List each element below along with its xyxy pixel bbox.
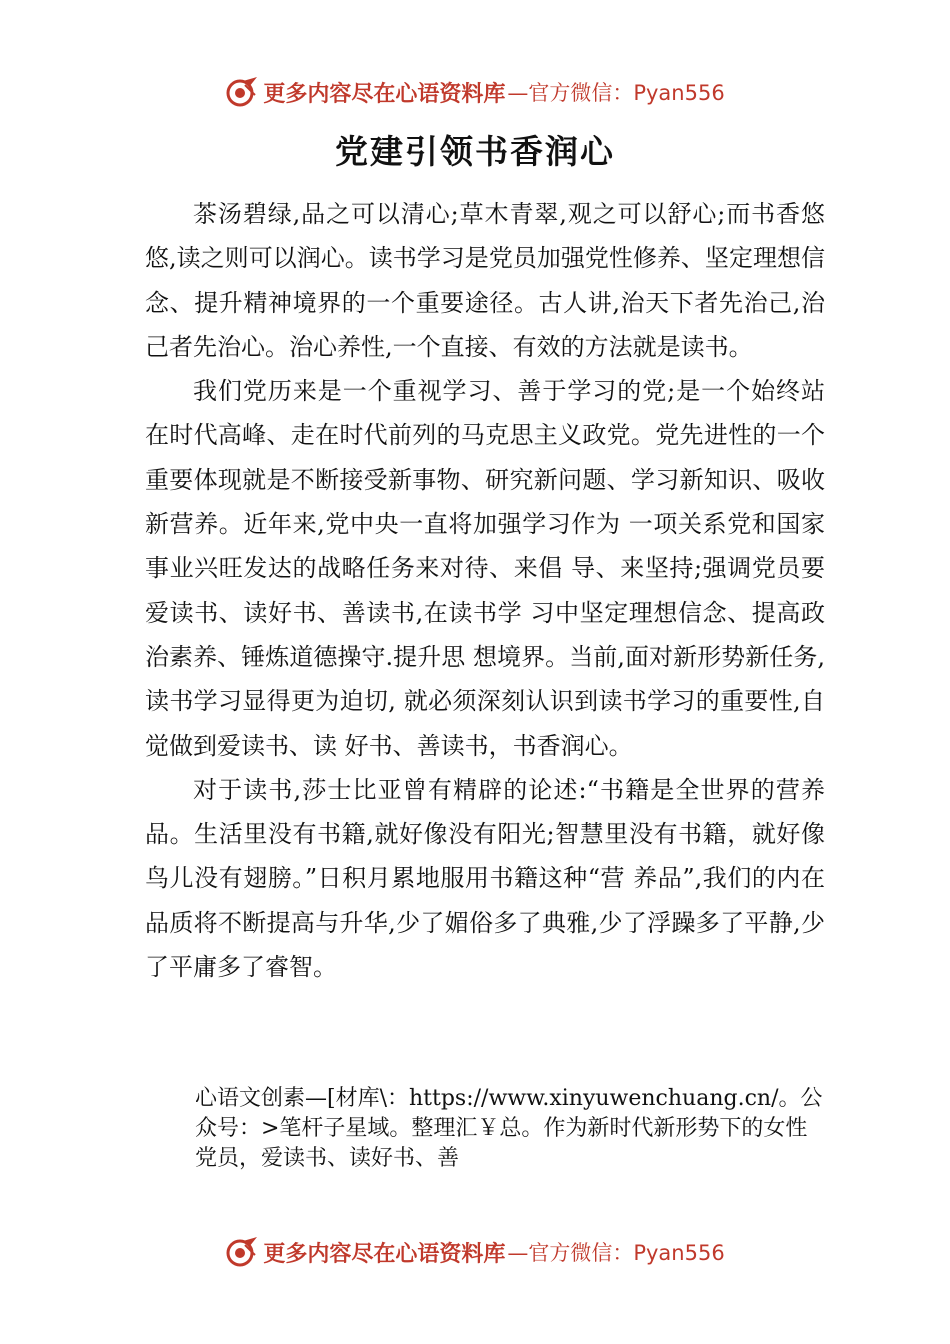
header-contact-text: —官方微信：Pyan556 <box>507 81 725 105</box>
document-title: 党建引领书香润心 <box>335 132 615 171</box>
document-body <box>145 192 825 989</box>
source-note: 心语文创素—[材库\：https://www.xinyuwenchuang.cn/。公众号：>笔杆子星域。整理汇￥总。作为新时代新形势下的女性党员，爱读书、读好书、善 <box>195 1086 823 1171</box>
footer-contact-text: —官方微信：Pyan556 <box>507 1241 725 1265</box>
brand-logo-icon <box>225 75 259 109</box>
brand-logo-icon <box>225 1235 259 1269</box>
paragraph-3: 对于读书,莎士比亚曾有精辟的论述:“书籍是全世界的营养品。生活里没有书籍,就好像没有阳光;智慧里没有书籍，就好像鸟儿没有翅膀。”日积月累地服用书籍这种“营 养品”,我们的内在品质将不断提高与升华,少了媚俗多了典雅,少了浮躁多了平静,少了平庸多了睿智。 <box>145 775 825 982</box>
footer-brand-text: 更多内容尽在心语资料库 <box>263 1240 506 1267</box>
paragraph-1: 茶汤碧绿,品之可以清心;草木青翠,观之可以舒心;而书香悠悠,读之则可以润心。读书学习是党员加强党性修养、坚定理想信念、提升精神境界的一个重要途径。古人讲,治天下者先治己,治己者先治心。治心养性,一个直接、有效的方法就是读书。 <box>145 200 825 361</box>
footer-banner <box>0 1232 950 1272</box>
header-banner <box>0 72 950 112</box>
header-brand-text: 更多内容尽在心语资料库 <box>263 80 506 107</box>
paragraph-2: 我们党历来是一个重视学习、善于学习的党;是一个始终站在时代高峰、走在时代前列的马克思主义政党。党先进性的一个重要体现就是不断接受新事物、研究新问题、学习新知识、吸收新营养。近年来,党中央一直将加强学习作为 一项关系党和国家事业兴旺发达的战略任务来对待、来倡 导、来坚持;强调党员要爱读书、读好书、善读书,在读书学 习中坚定理想信念、提高政治素养、锤炼道德操守.提升思 想境界。当前,面对新形势新任务,读书学习显得更为迫切, 就必须深刻认识到读书学习的重要性,自觉做到爱读书、读 好书、善读书，书香润心。 <box>145 377 825 760</box>
